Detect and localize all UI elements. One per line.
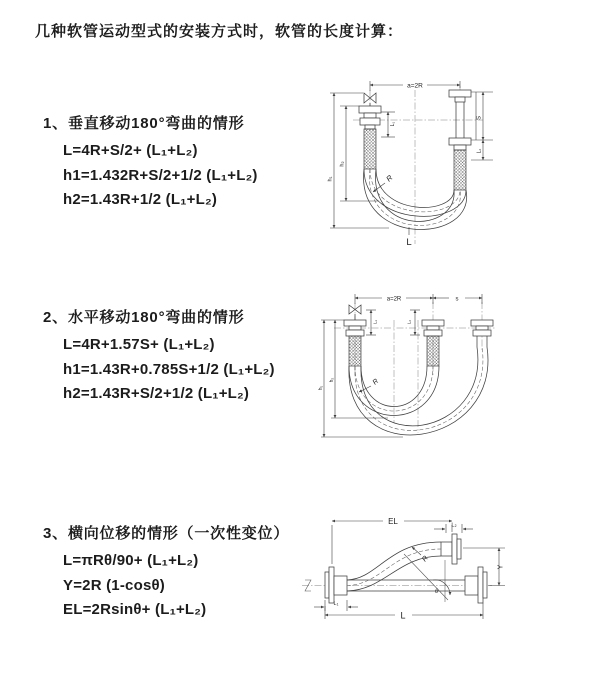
- left-flange: [325, 567, 347, 603]
- hose-curve: [347, 542, 441, 591]
- dim-a2r-label: a=2R: [407, 82, 423, 90]
- dim-s-label: S: [476, 115, 483, 121]
- dim-l1-label: L₁: [333, 601, 339, 607]
- hose-curves: [349, 347, 488, 435]
- section-3-formula-Y: Y=2R (1-cosθ): [63, 576, 165, 594]
- section-lateral-displacement: [43, 522, 289, 623]
- section-2-formula-L: L=4R+1.57S+ (L₁+L₂): [63, 336, 215, 353]
- section-2-heading: 2、水平移动180°弯曲的情形: [43, 309, 245, 326]
- dimension-s: [471, 92, 493, 160]
- page-title: 几种软管运动型式的安装方式时，软管的长度计算：: [35, 23, 404, 40]
- middle-fitting: [422, 320, 444, 366]
- section-3-heading: 3、横向位移的情形（一次性变位）: [43, 525, 290, 542]
- length-label: L: [406, 237, 412, 248]
- section-1-formula-L: L=4R+S/2+ (L₁+L₂): [63, 142, 198, 159]
- section-3-formula-EL: EL=2Rsinθ+ (L₁+L₂): [63, 601, 207, 618]
- dim-l2-label: L₂: [451, 522, 457, 529]
- right-fitting: [449, 90, 471, 190]
- dim-s-label: s: [455, 296, 459, 303]
- section-1-formula-h2: h2=1.43R+1/2 (L₁+L₂): [63, 191, 218, 208]
- dimension-l1: [366, 310, 378, 335]
- dim-h2-label: h₂: [339, 161, 346, 167]
- section-2-formula-h2: h2=1.43R+S/2+1/2 (L₁+L₂): [63, 385, 250, 402]
- section-2-formula-h1: h1=1.43R+0.785S+1/2 (L₁+L₂): [63, 360, 275, 378]
- dim-a2r-label: a=2R: [386, 296, 402, 303]
- dim-l2-label: L₂: [476, 148, 483, 154]
- right-flange: [465, 567, 487, 603]
- dim-l1-label: L₁: [372, 319, 378, 325]
- left-fitting: [344, 320, 366, 366]
- dim-h2-label: h₂: [328, 377, 335, 383]
- section-1-heading: 1、垂直移动180°弯曲的情形: [43, 115, 245, 132]
- dim-y-label: Y: [497, 564, 505, 570]
- dim-h1-label: h₁: [317, 385, 324, 391]
- dim-l2-label: L₂: [406, 319, 412, 325]
- radius-label: R: [421, 554, 430, 564]
- diagram-horizontal-bend: [318, 290, 503, 445]
- radius-label: R: [384, 173, 395, 184]
- dimension-el: [332, 517, 452, 564]
- dimension-a2r: [370, 81, 460, 91]
- section-3-formula-L: L=πRθ/90+ (L₁+L₂): [63, 552, 199, 569]
- dim-l-label: L: [400, 610, 406, 621]
- dimension-a2r: [355, 294, 482, 304]
- dimension-l1: [381, 112, 396, 137]
- theta-label: θ: [435, 589, 439, 595]
- left-fitting: [359, 106, 381, 169]
- dim-l1-label: L₁: [390, 121, 396, 127]
- radius-label: R: [371, 377, 381, 387]
- section-1-formula-h1: h1=1.432R+S/2+1/2 (L₁+L₂): [63, 166, 258, 184]
- dimension-l2: [434, 523, 473, 534]
- diagram-vertical-bend: [325, 76, 520, 248]
- dim-el-label: EL: [388, 517, 398, 526]
- section-horizontal-bend: [43, 306, 275, 407]
- dimension-l: [325, 603, 483, 621]
- length-callout: [406, 227, 411, 248]
- section-vertical-bend: [43, 112, 258, 213]
- dim-h1-label: h₁: [327, 176, 334, 182]
- upper-flange: [441, 534, 461, 564]
- diagram-lateral-displacement: [300, 500, 595, 650]
- dimension-l1: [314, 600, 358, 611]
